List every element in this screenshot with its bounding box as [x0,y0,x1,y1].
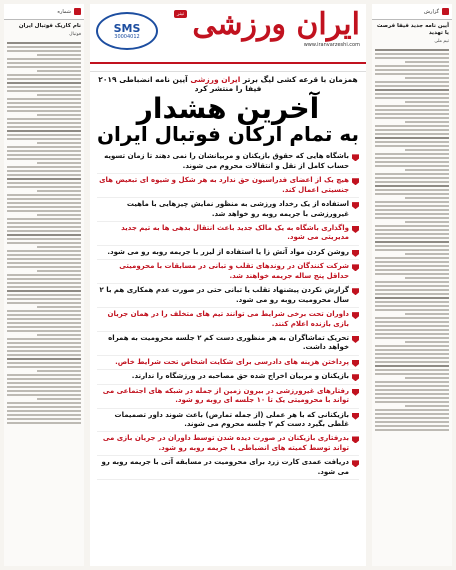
list-item-text: گزارش نکردن پیشنهاد تقلب یا تبانی حتی در صورت عدم همکاری هم با ۲ سال محرومیت روبه رو می شود. [99,286,349,304]
list-item-text: دریافت عمدی کارت زرد برای محرومیت در مسابقه آتی با جریمه روبه رو می شود. [101,458,349,476]
list-item [97,385,359,409]
list-item [97,356,359,370]
kicker-highlight: ایران ورزشی [190,75,241,84]
newspaper-logo [192,7,360,48]
kicker-suffix: آیین نامه انضباطی ۲۰۱۹ فیفا را منتشر کرد [98,75,262,93]
list-item-text: روشن کردن مواد آتش زا یا استفاده از لیزر با جریمه روبه رو می شود. [107,247,349,256]
list-item [97,150,359,174]
list-item-text: واگذاری باشگاه به یک مالک جدید باعث انتقال بدهی ها به تیم جدید مدیریتی می شود. [121,224,349,242]
kicker [90,72,366,93]
bullet-icon [352,226,359,233]
right-column-title: آیین نامه جدید فیفا فرصت یا تهدید [376,23,449,37]
list-item [97,284,359,308]
kicker-prefix: همزمان با قرعه کشی لیگ برتر [242,75,358,84]
left-column [4,4,84,566]
list-item [97,409,359,433]
left-column-title: نام کاریک فوتبال ایران [18,23,81,29]
list-item [97,260,359,284]
bullet-icon [352,389,359,396]
list-item [97,332,359,356]
list-item-text: بازیکنانی که با هر عملی (از جمله تمارض) باعث شوند داور تصمیمات غلطی بگیرد دست کم ۲ جلسه محروم می شوند. [114,410,349,429]
right-column-text [372,49,452,431]
bullet-icon [352,178,359,185]
dateline [90,64,366,72]
right-column-subtitle: تیم ملی [434,39,449,45]
list-item-text: تحریک تماشاگران به هر منظوری دست کم ۲ جلسه محرومیت به همراه خواهد داشت. [108,333,349,352]
left-column-header [4,4,84,20]
left-column-text [4,42,84,424]
sms-number: 30004012 [114,33,140,40]
logo-website: www.iranvarzeshi.com [303,42,360,48]
list-item-text: داوران تحت برخی شرایط می توانند تیم های متخلف را در همان جریان بازی بازنده اعلام کنند. [107,310,349,328]
bullet-icon [352,460,359,467]
rules-list [90,150,366,480]
list-item-text: بازیکنان و مربیان اخراج شده حق مصاحبه در ورزشگاه را ندارند. [131,372,349,381]
bullet-icon [352,202,359,209]
bullet-icon [352,250,359,257]
masthead-badge: تیتر [174,10,187,18]
list-item-text: شرکت کنندگان در روندهای تقلب و تبانی در مسابقات با محرومیتی حداقل پنج ساله جریمه خواهند شد. [119,262,349,280]
bullet-icon [352,360,359,367]
right-column-tag: گزارش [423,8,439,15]
list-item [97,174,359,198]
list-item-text: باشگاه هایی که حقوق بازیکنان و مربیانشان را نمی دهند تا زمان تسویه حساب کامل از نقل و انتقالات محروم می شوند. [104,152,349,170]
list-item [97,456,359,480]
bullet-icon [352,312,359,319]
headline: آخرین هشدار [136,92,320,125]
right-column-header [372,4,452,20]
list-item-text: رفتارهای غیرورزشی در بیرون زمین از جمله در شبکه های اجتماعی می تواند با محرومیتی یک تا ۱۰ جلسه ای روبه رو شود. [102,386,349,405]
logo-text: ایران ورزشی [192,7,360,42]
list-item [97,370,359,384]
bullet-icon [352,154,359,161]
left-column-tag: شماره [57,8,71,15]
list-item-text: هیچ یک از اعضای فدراسیون حق ندارد به هر شکل و شیوه ای تبعیض های جنسیتی اعمال کند. [99,176,349,194]
front-page [90,4,366,566]
list-item-text: پرداختن هزینه های دادرسی برای شکایت اشخاص تحت شرایط خاص. [115,357,349,366]
headline-line-2: به تمام ارکان فوتبال ایران [96,122,360,147]
bullet-icon [352,436,359,443]
list-item [97,222,359,246]
masthead [90,4,366,64]
bullet-icon [352,413,359,420]
bullet-icon [352,288,359,295]
section-icon [442,8,449,15]
list-item [97,198,359,222]
section-icon [74,8,81,15]
list-item [97,432,359,456]
bullet-icon [352,374,359,381]
list-item-text: استفاده از یک رخداد ورزشی به منظور نمایش چیزهایی با ماهیت غیرورزشی با جریمه روبه رو خواهد شد. [126,200,349,218]
list-item-text: بدرفتاری بازیکنان در صورت دیده شدن توسط داوران در جریان بازی می تواند توسط کمیته های انضباطی با جریمه روبه رو شود. [102,434,349,452]
list-item [97,308,359,332]
sms-label: SMS [113,21,141,35]
right-column [372,4,452,566]
sms-badge [96,12,158,50]
bullet-icon [352,264,359,271]
list-item [97,246,359,260]
left-column-subtitle: فوتبال [69,32,81,38]
bullet-icon [352,336,359,343]
